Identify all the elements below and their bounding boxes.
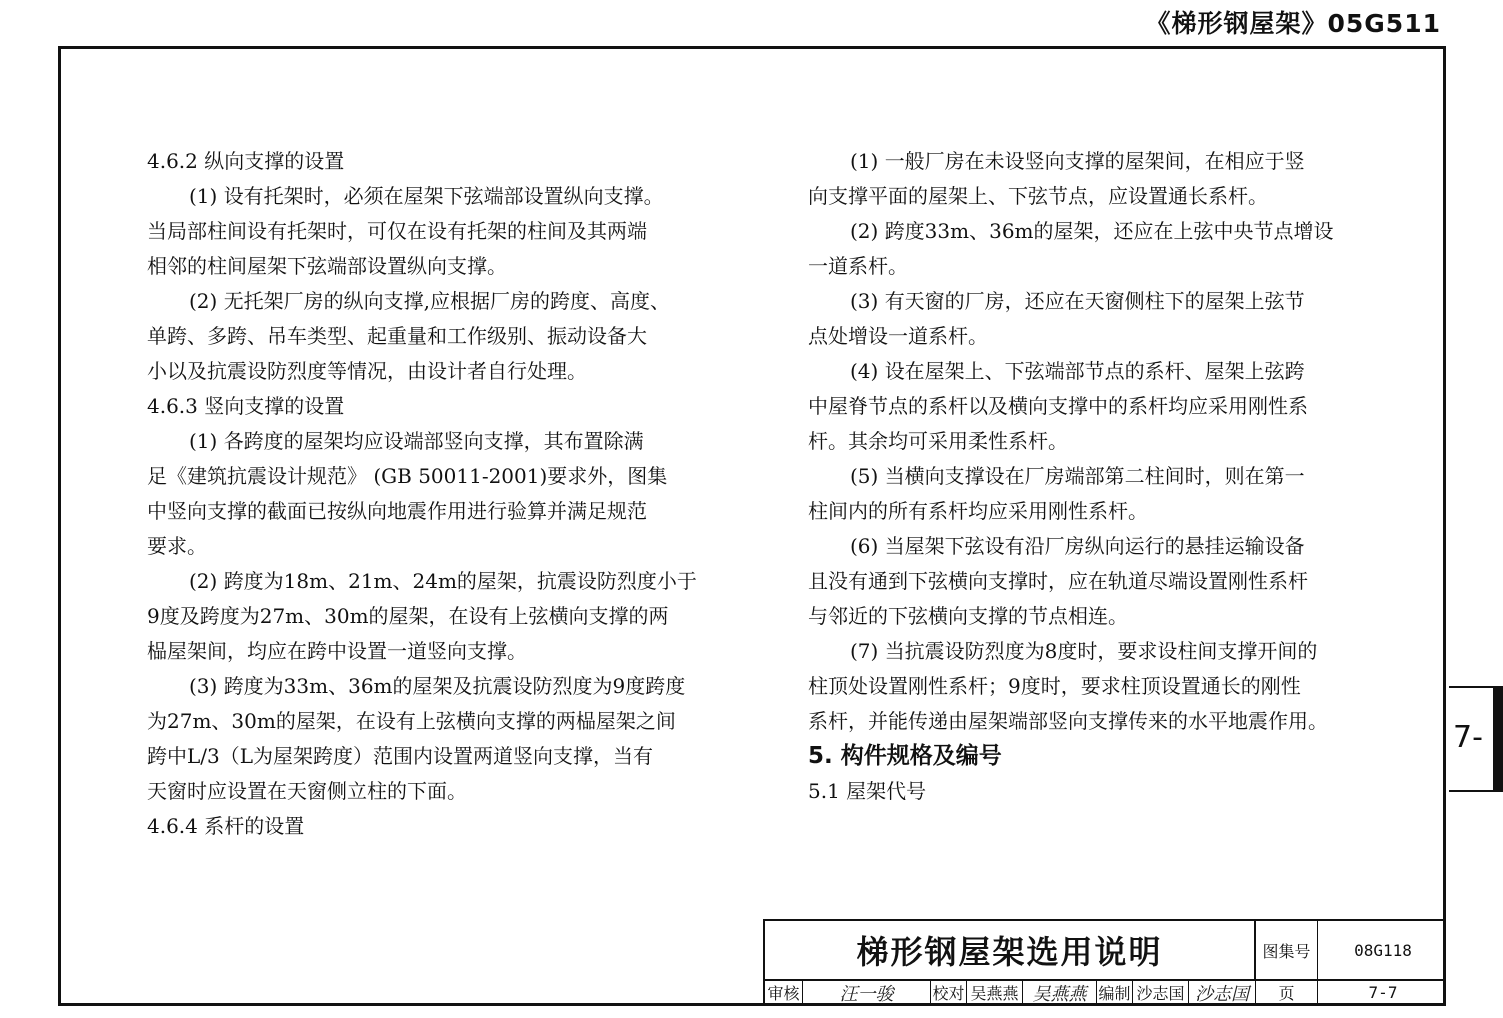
edit-name: 沙志国	[1133, 979, 1189, 1006]
text-line: 9度及跨度为27m、30m的屋架，在设有上弦横向支撑的两	[147, 604, 669, 628]
title-block	[763, 919, 1446, 1006]
side-page-tab	[1449, 686, 1503, 792]
check-label: 校对	[931, 979, 967, 1006]
text-line: 向支撑平面的屋架上、下弦节点，应设置通长系杆。	[808, 184, 1268, 208]
atlas-number-value: 08G118	[1354, 940, 1412, 960]
side-tab-bar	[1493, 688, 1503, 790]
page-label: 页	[1256, 979, 1318, 1006]
text-line: 天窗时应设置在天窗侧立柱的下面。	[147, 779, 467, 803]
text-line: (7) 当抗震设防烈度为8度时，要求设柱间支撑开间的	[850, 639, 1318, 663]
text-line: 小以及抗震设防烈度等情况，由设计者自行处理。	[147, 359, 587, 383]
text-line: 4.6.3 竖向支撑的设置	[147, 394, 345, 418]
text-line: 单跨、多跨、吊车类型、起重量和工作级别、振动设备大	[147, 324, 647, 348]
atlas-number-label: 图集号	[1256, 921, 1318, 979]
page-number: 7-7	[1368, 983, 1398, 1002]
review-signature: 汪一骏	[803, 979, 931, 1006]
text-line: (3) 跨度为33m、36m的屋架及抗震设防烈度为9度跨度	[189, 674, 686, 698]
left-text-column	[147, 144, 727, 844]
check-signature: 吴燕燕	[1023, 979, 1097, 1006]
text-line: 与邻近的下弦横向支撑的节点相连。	[808, 604, 1128, 628]
text-line: (1) 各跨度的屋架均应设端部竖向支撑，其布置除满	[189, 429, 644, 453]
text-line: (6) 当屋架下弦设有沿厂房纵向运行的悬挂运输设备	[850, 534, 1305, 558]
text-line: 且没有通到下弦横向支撑时，应在轨道尽端设置刚性系杆	[808, 569, 1308, 593]
edit-signature: 沙志国	[1189, 979, 1256, 1006]
text-line: 当局部柱间设有托架时，可仅在设有托架的柱间及其两端	[147, 219, 647, 243]
text-line: (5) 当横向支撑设在厂房端部第二柱间时，则在第一	[850, 464, 1305, 488]
text-line: 系杆，并能传递由屋架端部竖向支撑传来的水平地震作用。	[808, 709, 1328, 733]
text-line: 为27m、30m的屋架，在设有上弦横向支撑的两榀屋架之间	[147, 709, 676, 733]
text-line: 足《建筑抗震设计规范》 (GB 50011-2001)要求外，图集	[147, 464, 668, 488]
text-line: 5.1 屋架代号	[808, 779, 927, 803]
text-line: 点处增设一道系杆。	[808, 324, 988, 348]
text-line: (2) 跨度为18m、21m、24m的屋架，抗震设防烈度小于	[189, 569, 697, 593]
text-line: 杆。其余均可采用柔性系杆。	[808, 429, 1068, 453]
text-line: 中竖向支撑的截面已按纵向地震作用进行验算并满足规范	[147, 499, 647, 523]
text-line: (3) 有天窗的厂房，还应在天窗侧柱下的屋架上弦节	[850, 289, 1305, 313]
atlas-header-title: 《梯形钢屋架》05G511	[1145, 9, 1441, 38]
text-line: (4) 设在屋架上、下弦端部节点的系杆、屋架上弦跨	[850, 359, 1305, 383]
text-line: 榀屋架间，均应在跨中设置一道竖向支撑。	[147, 639, 527, 663]
text-line: (1) 设有托架时，必须在屋架下弦端部设置纵向支撑。	[189, 184, 664, 208]
right-text-column	[808, 144, 1388, 809]
text-line: 相邻的柱间屋架下弦端部设置纵向支撑。	[147, 254, 507, 278]
text-line: 一道系杆。	[808, 254, 908, 278]
text-line: 要求。	[147, 534, 207, 558]
side-tab-label: 7-	[1453, 720, 1483, 755]
text-line: 中屋脊节点的系杆以及横向支撑中的系杆均应采用刚性系	[808, 394, 1308, 418]
text-line: (2) 跨度33m、36m的屋架，还应在上弦中央节点增设	[850, 219, 1334, 243]
text-line: 跨中L/3（L为屋架跨度）范围内设置两道竖向支撑，当有	[147, 744, 654, 768]
text-line: 柱顶处设置刚性系杆；9度时，要求柱顶设置通长的刚性	[808, 674, 1301, 698]
text-line: (1) 一般厂房在未设竖向支撑的屋架间，在相应于竖	[850, 149, 1305, 173]
review-label: 审核	[765, 979, 803, 1006]
document-title: 梯形钢屋架选用说明	[765, 921, 1256, 979]
check-name: 吴燕燕	[967, 979, 1023, 1006]
text-line: 4.6.2 纵向支撑的设置	[147, 149, 345, 173]
text-line: 4.6.4 系杆的设置	[147, 814, 305, 838]
section-heading: 5. 构件规格及编号	[808, 743, 1002, 769]
text-line: 柱间内的所有系杆均应采用刚性系杆。	[808, 499, 1148, 523]
edit-label: 编制	[1097, 979, 1133, 1006]
text-line: (2) 无托架厂房的纵向支撑,应根据厂房的跨度、高度、	[189, 289, 671, 313]
